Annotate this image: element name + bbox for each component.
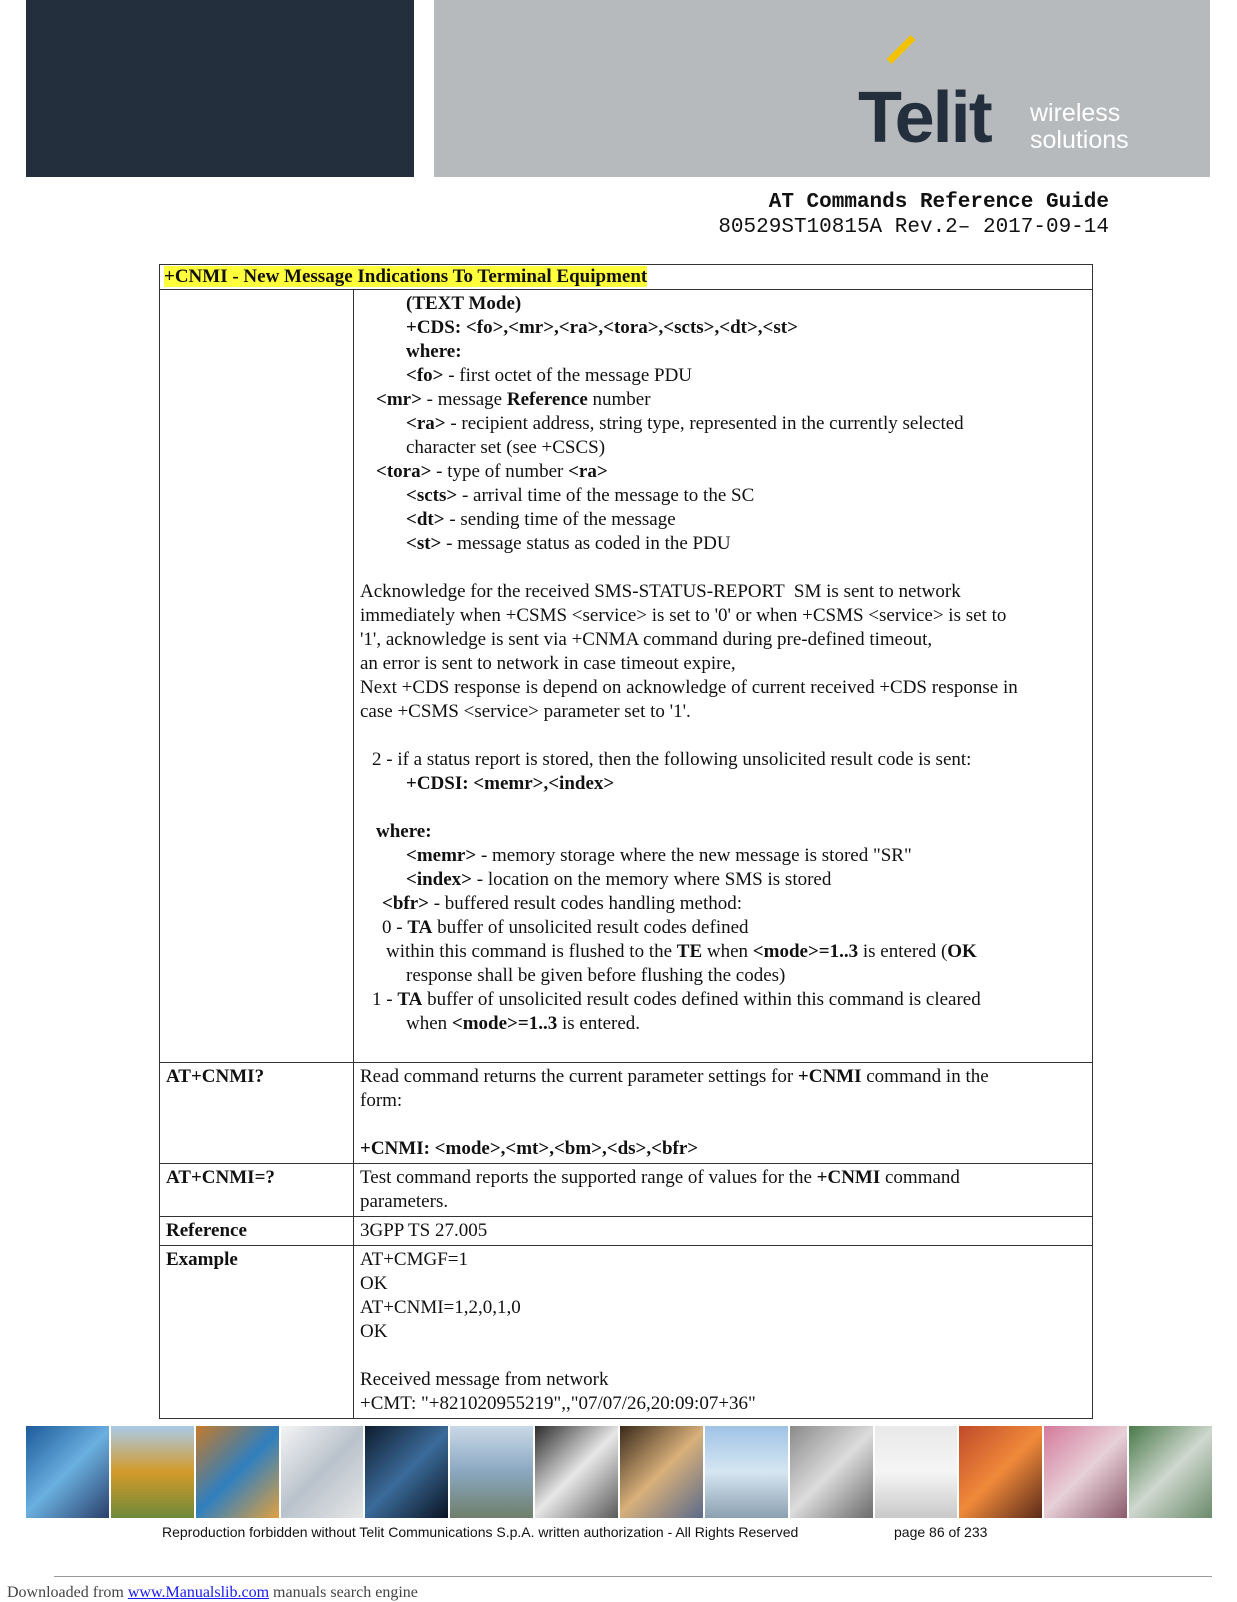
table-row bbox=[160, 290, 1093, 1063]
example-body bbox=[354, 1246, 1093, 1419]
read-response: +CNMI: <mode>,<mt>,<bm>,<ds>,<bfr> bbox=[360, 1138, 699, 1159]
param-dt: <dt> - sending time of the message bbox=[406, 509, 676, 530]
table-title-row bbox=[160, 265, 1093, 290]
param-scts: <scts> - arrival time of the message to the SC bbox=[406, 485, 755, 506]
table-row bbox=[160, 1217, 1093, 1246]
tagline-line-1: wireless bbox=[1030, 99, 1121, 127]
table-row bbox=[160, 1063, 1093, 1164]
text-mode-heading: (TEXT Mode) bbox=[406, 293, 522, 314]
param-fo: <fo> - first octet of the message PDU bbox=[406, 365, 693, 386]
option-2: 2 - if a status report is stored, then the following unsolicited result code is sent: bbox=[372, 749, 972, 770]
bfr-option-1-cont: when <mode>=1..3 is entered. bbox=[406, 1013, 641, 1034]
blank-line bbox=[360, 796, 1086, 820]
telit-logo: Telit bbox=[858, 78, 991, 158]
table-title-text: +CNMI - New Message Indications To Terminal Equipment bbox=[164, 266, 648, 287]
read-description bbox=[354, 1063, 1093, 1164]
example-line bbox=[360, 1344, 1086, 1368]
footer-photo-tile bbox=[281, 1426, 364, 1518]
bfr-option-0-cont: within this command is flushed to the TE when <mode>=1..3 is entered (OK bbox=[386, 941, 977, 962]
param-index: <index> - location on the memory where SMS is stored bbox=[406, 869, 832, 890]
page-number: page 86 of 233 bbox=[894, 1524, 988, 1540]
blank-line bbox=[360, 1113, 1086, 1137]
example-line: OK bbox=[360, 1321, 388, 1342]
footer-photo-tile bbox=[705, 1426, 788, 1518]
ack-paragraph-2: immediately when +CSMS <service> is set to '0' or when +CSMS <service> is set to bbox=[360, 605, 1007, 626]
bfr-option-1: 1 - TA buffer of unsolicited result codes defined within this command is cleared bbox=[372, 989, 981, 1010]
cdsi-syntax: +CDSI: <memr>,<index> bbox=[406, 773, 615, 794]
footer-divider bbox=[54, 1576, 1212, 1577]
blank-line bbox=[360, 1036, 1086, 1060]
footer-photo-tile bbox=[26, 1426, 109, 1518]
param-ra-cont: character set (see +CSCS) bbox=[406, 437, 606, 458]
footer-photo-tile bbox=[111, 1426, 194, 1518]
read-text: Read command returns the current parameter settings for +CNMI command in the bbox=[360, 1066, 989, 1087]
footer-photo-tile bbox=[790, 1426, 873, 1518]
download-notice bbox=[7, 1584, 418, 1602]
footer-notice: Reproduction forbidden without Telit Communications S.p.A. written authorization - All Rights Reserved bbox=[162, 1524, 799, 1540]
header-dark-panel bbox=[26, 0, 414, 177]
param-mr: <mr> - message Reference number bbox=[376, 389, 651, 410]
download-suffix: manuals search engine bbox=[273, 1584, 418, 1601]
doc-id: 80529ST10815A Rev.2– 2017-09-14 bbox=[718, 216, 1109, 239]
footer-photo-tile bbox=[1129, 1426, 1212, 1518]
example-line: +CMT: "+821020955219",,"07/07/26,20:09:07+36" bbox=[360, 1393, 756, 1414]
row-label bbox=[160, 290, 354, 1063]
test-label: AT+CNMI=? bbox=[160, 1164, 354, 1217]
test-text: Test command reports the supported range of values for the +CNMI command bbox=[360, 1167, 960, 1188]
example-line: AT+CNMI=1,2,0,1,0 bbox=[360, 1297, 521, 1318]
table-row bbox=[160, 1246, 1093, 1419]
read-label: AT+CNMI? bbox=[160, 1063, 354, 1164]
footer-photo-tile bbox=[365, 1426, 448, 1518]
ack-paragraph-6: case +CSMS <service> parameter set to '1'. bbox=[360, 701, 691, 722]
ack-paragraph-5: Next +CDS response is depend on acknowledge of current received +CDS response in bbox=[360, 677, 1018, 698]
footer-photo-strip bbox=[26, 1426, 1212, 1518]
cds-syntax: +CDS: <fo>,<mr>,<ra>,<tora>,<scts>,<dt>,<st> bbox=[406, 317, 798, 338]
manualslib-link[interactable]: www.Manualslib.com bbox=[127, 1584, 270, 1601]
footer-photo-tile bbox=[450, 1426, 533, 1518]
where-heading-2: where: bbox=[376, 821, 432, 842]
blank-line bbox=[360, 724, 1086, 748]
bfr-option-0-cont-2: response shall be given before flushing the codes) bbox=[406, 965, 786, 986]
example-line: AT+CMGF=1 bbox=[360, 1249, 469, 1270]
download-prefix: Downloaded from bbox=[7, 1584, 124, 1601]
ack-paragraph-3: '1', acknowledge is sent via +CNMA command during pre-defined timeout, bbox=[360, 629, 933, 650]
telit-logo-tagline bbox=[1030, 100, 1129, 154]
bfr-option-0: 0 - TA buffer of unsolicited result codes defined bbox=[382, 917, 749, 938]
table-title bbox=[160, 265, 1093, 290]
test-description bbox=[354, 1164, 1093, 1217]
footer-photo-tile bbox=[1044, 1426, 1127, 1518]
table-row bbox=[160, 1164, 1093, 1217]
footer-photo-tile bbox=[959, 1426, 1042, 1518]
param-tora: <tora> - type of number <ra> bbox=[376, 461, 608, 482]
footer-photo-tile bbox=[875, 1426, 958, 1518]
footer-photo-tile bbox=[196, 1426, 279, 1518]
reference-label: Reference bbox=[160, 1217, 354, 1246]
ack-paragraph-1: Acknowledge for the received SMS-STATUS-REPORT SM is sent to network bbox=[360, 581, 961, 602]
read-text-2: form: bbox=[360, 1090, 403, 1111]
reference-value: 3GPP TS 27.005 bbox=[354, 1217, 1093, 1246]
param-st: <st> - message status as coded in the PDU bbox=[406, 533, 731, 554]
doc-title: AT Commands Reference Guide bbox=[768, 191, 1109, 214]
ack-paragraph-4: an error is sent to network in case timeout expire, bbox=[360, 653, 736, 674]
example-line: OK bbox=[360, 1273, 388, 1294]
example-label: Example bbox=[160, 1246, 354, 1419]
param-ra: <ra> - recipient address, string type, represented in the currently selected bbox=[406, 413, 964, 434]
example-line: Received message from network bbox=[360, 1369, 609, 1390]
command-table bbox=[159, 264, 1093, 1419]
param-bfr: <bfr> - buffered result codes handling method: bbox=[382, 893, 743, 914]
where-heading: where: bbox=[406, 341, 462, 362]
blank-line bbox=[360, 556, 1086, 580]
test-text-2: parameters. bbox=[360, 1191, 449, 1212]
param-memr: <memr> - memory storage where the new message is stored "SR" bbox=[406, 845, 912, 866]
footer-photo-tile bbox=[620, 1426, 703, 1518]
tagline-line-2: solutions bbox=[1030, 126, 1129, 154]
footer-photo-tile bbox=[535, 1426, 618, 1518]
main-description bbox=[354, 290, 1093, 1063]
